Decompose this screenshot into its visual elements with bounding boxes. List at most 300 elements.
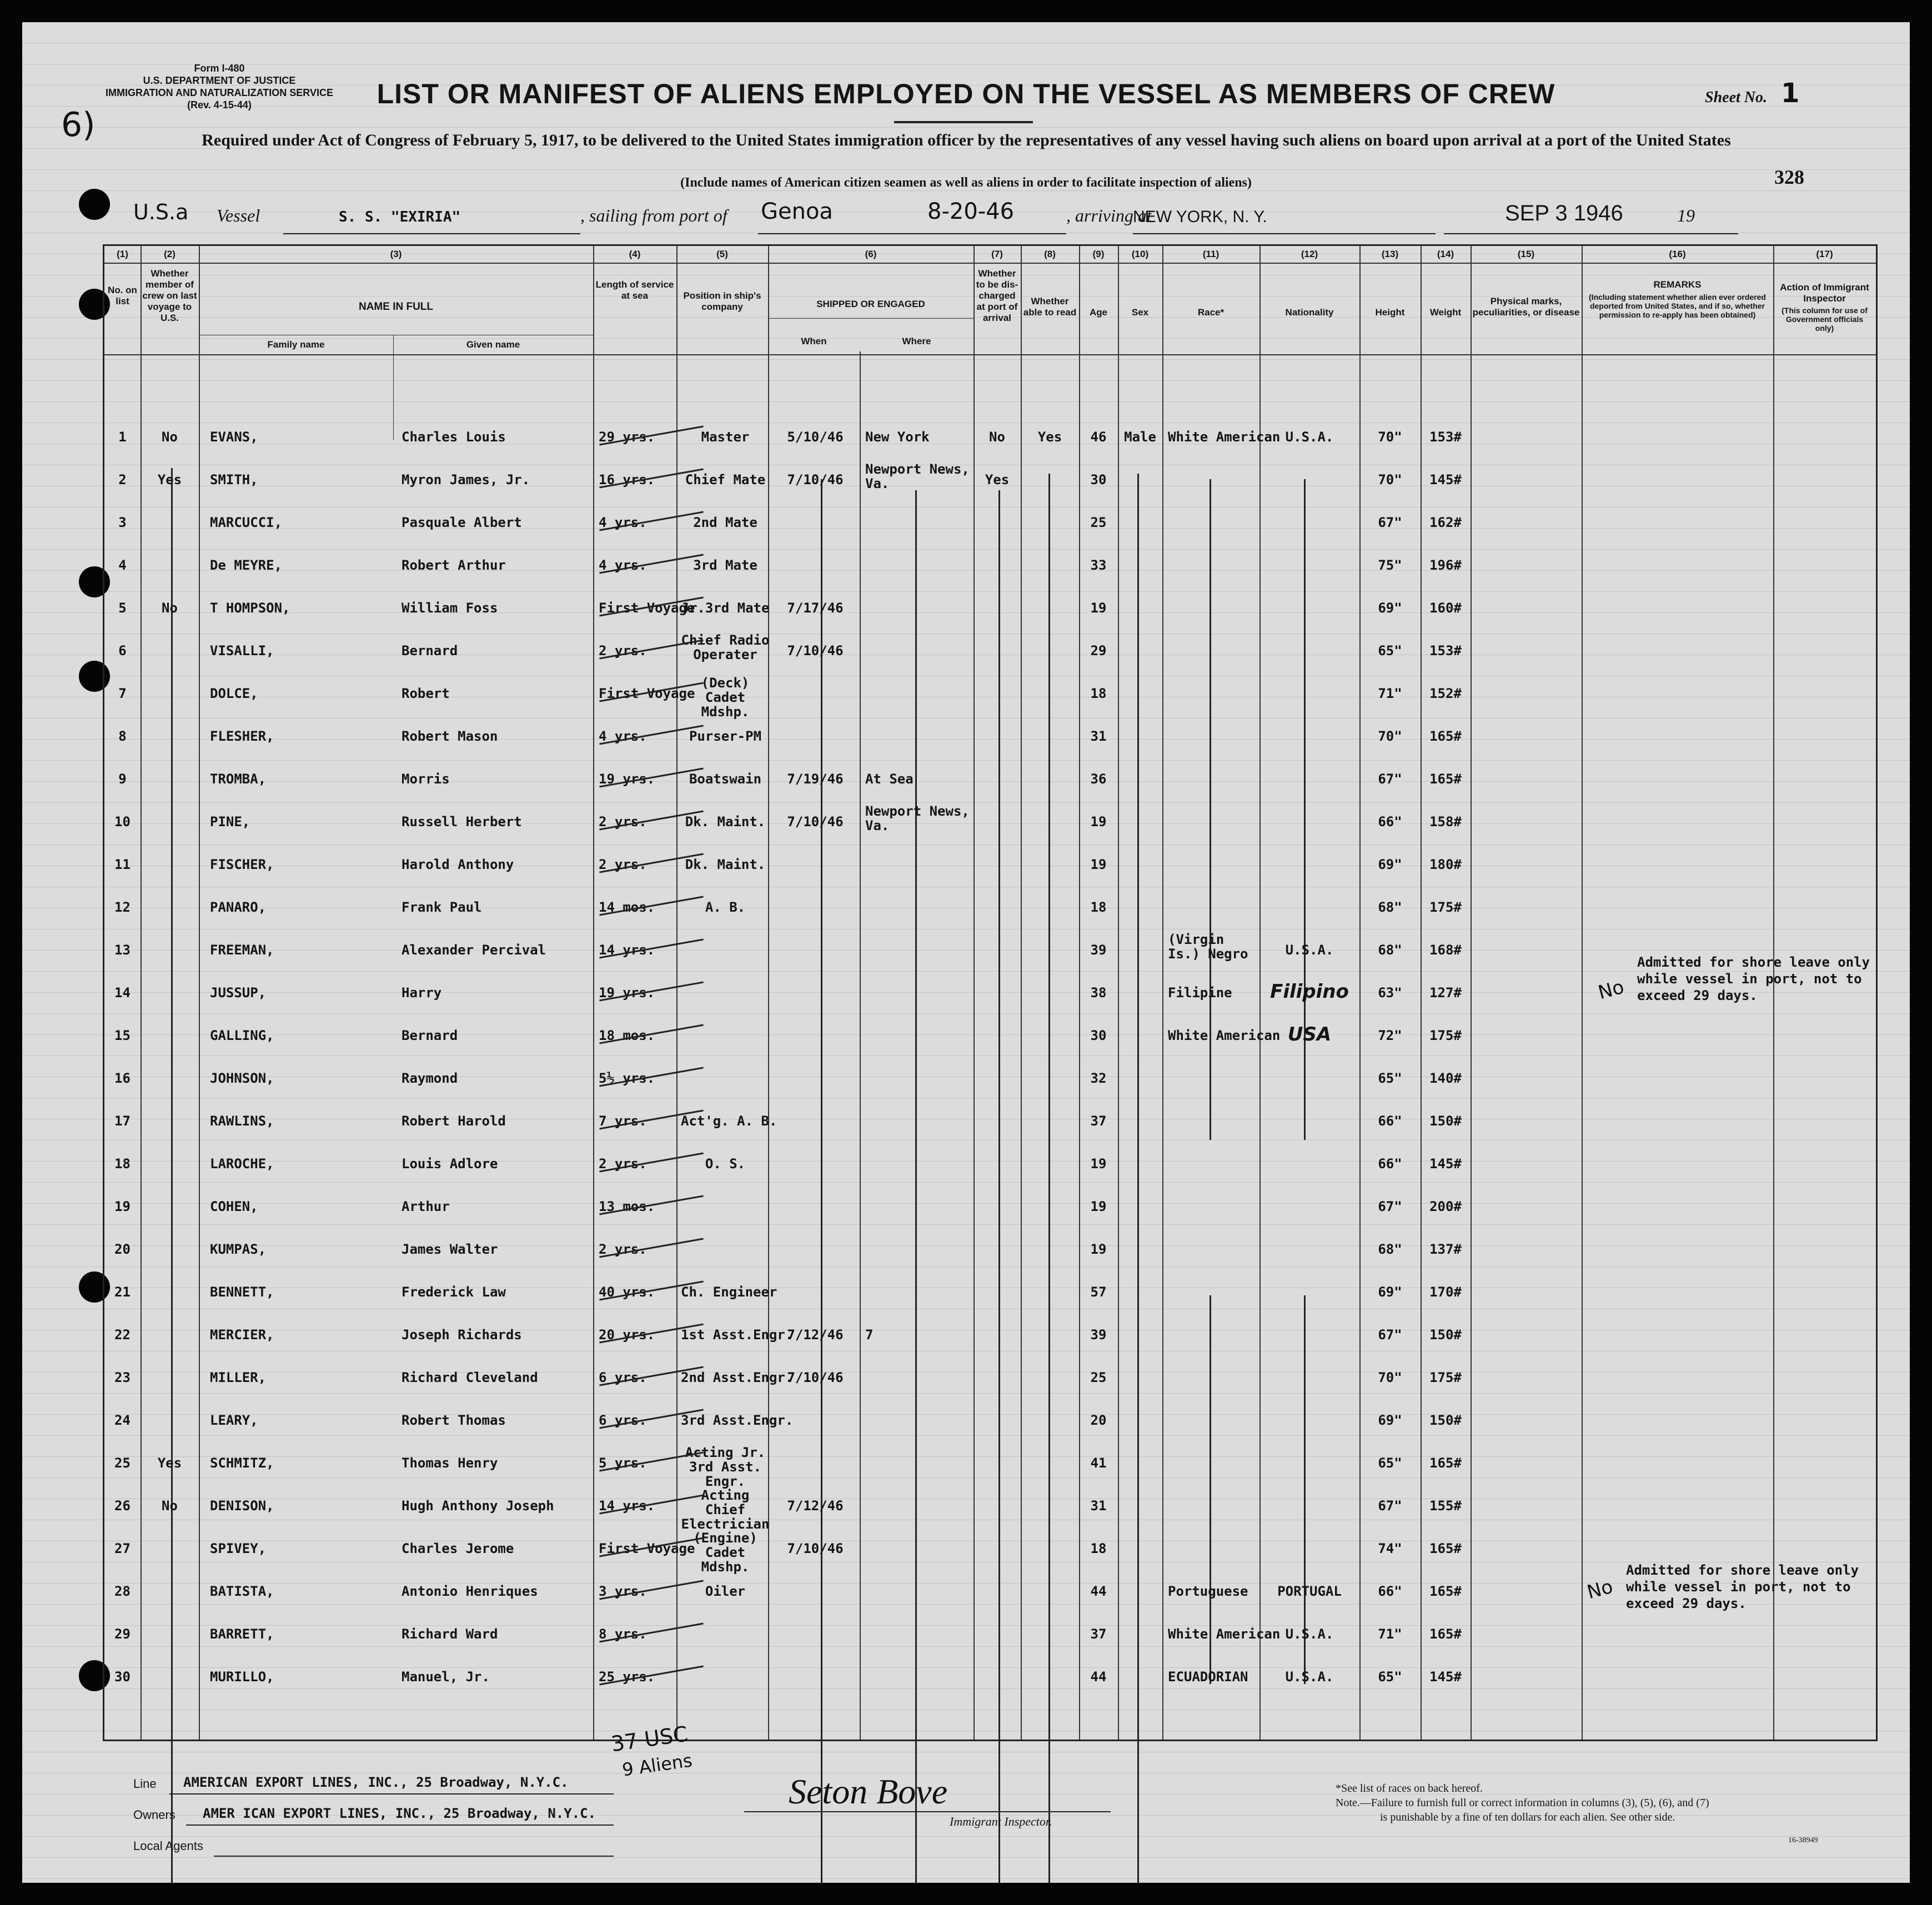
shipped-when-cell: 7/19/46 — [787, 771, 844, 787]
row-number-cell: 10 — [114, 814, 131, 830]
position-cell: Ch. Engineer — [681, 1284, 777, 1300]
weight-cell: 165# — [1429, 1626, 1462, 1642]
family-name-cell: FREEMAN, — [210, 942, 274, 958]
arrival-port-underline — [1133, 233, 1436, 234]
service-length-cell: 19 yrs. — [599, 985, 655, 1001]
weight-cell: 165# — [1429, 1541, 1462, 1556]
ditto-line — [821, 479, 822, 1883]
last-voyage-cell: Yes — [157, 1455, 182, 1471]
given-name-cell: Myron James, Jr. — [402, 472, 530, 487]
row-number-cell: 11 — [114, 857, 131, 872]
family-name-cell: TROMBA, — [210, 771, 267, 787]
shipped-when-cell: 7/17/46 — [787, 600, 844, 616]
height-cell: 68" — [1378, 1241, 1402, 1257]
column-divider — [676, 246, 678, 1740]
position-cell: 3rd Asst.Engr. — [681, 1413, 794, 1428]
nationality-cell: U.S.A. — [1285, 429, 1334, 445]
ditto-line — [1210, 1295, 1211, 1684]
position-cell: Act'g. A. B. — [681, 1113, 777, 1129]
family-name-cell: FLESHER, — [210, 728, 274, 744]
shipped-when-cell: 7/12/46 — [787, 1498, 844, 1514]
ditto-line — [998, 490, 1000, 1883]
column-number: (13) — [1381, 249, 1399, 259]
header-bottom-rule — [104, 354, 1876, 355]
given-name-cell: James Walter — [402, 1241, 498, 1257]
position-cell: Jr.3rd Mate — [681, 600, 770, 616]
age-cell: 57 — [1090, 1284, 1107, 1300]
form-id-line: IMMIGRATION AND NATURALIZATION SERVICE — [106, 87, 333, 98]
page-stamp-number: 328 — [1774, 166, 1804, 188]
title-rule — [894, 121, 1033, 123]
remarks-block — [1626, 1562, 1859, 1612]
last-voyage-cell: No — [162, 600, 178, 616]
header-no-on-list: No. on list — [108, 285, 137, 306]
header-weight: Weight — [1429, 307, 1462, 318]
ditto-line — [1048, 474, 1050, 1883]
sheet-number-label: Sheet No. — [1705, 89, 1767, 106]
sex-cell: Male — [1124, 429, 1156, 445]
race-cell: Portuguese — [1168, 1584, 1248, 1599]
service-length-cell: 2 yrs. — [599, 1241, 647, 1257]
given-name-cell: Raymond — [402, 1070, 458, 1086]
weight-cell: 196# — [1429, 557, 1462, 573]
column-divider — [1582, 246, 1583, 1740]
height-cell: 71" — [1378, 1626, 1402, 1642]
given-name-cell: Frederick Law — [402, 1284, 506, 1300]
column-divider — [1471, 246, 1472, 1740]
row-number-cell: 8 — [118, 728, 127, 744]
age-cell: 39 — [1090, 942, 1107, 958]
row-number-cell: 9 — [118, 771, 127, 787]
service-length-cell: First Voyage — [599, 686, 695, 701]
shipped-where-cell: 7 — [865, 1327, 874, 1343]
date-underline — [1444, 233, 1738, 234]
weight-cell: 175# — [1429, 1028, 1462, 1043]
header-family-name: Family name — [267, 339, 325, 350]
row-number-cell: 5 — [118, 600, 127, 616]
row-number-cell: 15 — [114, 1028, 131, 1043]
given-name-cell: Robert — [402, 686, 450, 701]
shipped-where-cell: Newport News, Va. — [865, 461, 970, 491]
row-number-cell: 7 — [118, 686, 127, 701]
height-cell: 63" — [1378, 985, 1402, 1001]
header-name-in-full: NAME IN FULL — [358, 301, 434, 313]
service-length-cell: 5½ yrs. — [599, 1070, 655, 1086]
owners-value: AMER ICAN EXPORT LINES, INC., 25 Broadway, N.Y.C. — [203, 1806, 596, 1821]
document-title: LIST OR MANIFEST OF ALIENS EMPLOYED ON THE VESSEL AS MEMBERS OF CREW — [377, 78, 1555, 109]
position-cell: O. S. — [705, 1156, 746, 1172]
age-cell: 19 — [1090, 1156, 1107, 1172]
shipped-where-cell: Newport News, Va. — [865, 803, 970, 833]
race-cell: White American — [1168, 1626, 1281, 1642]
given-name-cell: Pasquale Albert — [402, 515, 522, 530]
column-divider — [199, 246, 200, 1740]
family-name-cell: EVANS, — [210, 429, 258, 445]
position-cell: 3rd Mate — [693, 557, 757, 573]
age-cell: 36 — [1090, 771, 1107, 787]
header-inspector-action: Action of Immigrant Inspector — [1780, 282, 1869, 304]
inspector-signature: Seton Bove — [789, 1772, 948, 1811]
height-cell: 70" — [1378, 1370, 1402, 1385]
weight-cell: 137# — [1429, 1241, 1462, 1257]
family-name-cell: BARRETT, — [210, 1626, 274, 1642]
race-cell: Filipine — [1168, 985, 1232, 1001]
header-physical-marks: Physical marks, peculiarities, or disease — [1472, 296, 1580, 318]
service-length-cell: 2 yrs. — [599, 643, 647, 659]
service-length-cell: 25 yrs. — [599, 1669, 655, 1685]
header-inspector-note: (This column for use of Government officials only) — [1782, 306, 1868, 333]
row-number-cell: 23 — [114, 1370, 131, 1385]
service-length-cell: 4 yrs. — [599, 515, 647, 530]
family-name-cell: PANARO, — [210, 899, 267, 915]
header-remarks-note: (Including statement whether alien ever ordered deported from United States, and if so, whether permission to re-apply has been obtained) — [1589, 293, 1766, 319]
row-number-cell: 26 — [114, 1498, 131, 1514]
row-number-cell: 1 — [118, 429, 127, 445]
sailing-label: , sailing from port of — [580, 205, 727, 225]
weight-cell: 153# — [1429, 643, 1462, 659]
family-name-cell: MERCIER, — [210, 1327, 274, 1343]
header-age: Age — [1089, 307, 1108, 318]
given-name-cell: Richard Ward — [402, 1626, 498, 1642]
height-cell: 68" — [1378, 899, 1402, 915]
column-number: (5) — [716, 249, 728, 259]
weight-cell: 150# — [1429, 1413, 1462, 1428]
weight-cell: 145# — [1429, 472, 1462, 487]
agents-underline — [214, 1856, 614, 1857]
position-cell: Master — [701, 429, 750, 445]
age-cell: 44 — [1090, 1584, 1107, 1599]
family-name-cell: SPIVEY, — [210, 1541, 267, 1556]
shipped-when-cell: 7/12/46 — [787, 1327, 844, 1343]
age-cell: 19 — [1090, 857, 1107, 872]
service-length-cell: First Voyage — [599, 1541, 695, 1556]
service-length-cell: 14 yrs. — [599, 942, 655, 958]
age-cell: 18 — [1090, 899, 1107, 915]
sailing-date: 8-20-46 — [927, 199, 1015, 224]
sheet-number-value: 1 — [1781, 78, 1800, 109]
age-cell: 25 — [1090, 1370, 1107, 1385]
height-cell: 66" — [1378, 1113, 1402, 1129]
given-name-cell: Morris — [402, 771, 450, 787]
age-cell: 19 — [1090, 1199, 1107, 1214]
given-name-cell: Frank Paul — [402, 899, 482, 915]
vessel-label: Vessel — [217, 205, 260, 225]
given-name-cell: Hugh Anthony Joseph — [402, 1498, 554, 1514]
service-length-cell: 2 yrs. — [599, 1156, 647, 1172]
height-cell: 72" — [1378, 1028, 1402, 1043]
port-underline — [758, 233, 1066, 234]
header-last-voyage: Whether member of crew on last voyage to U.S. — [142, 268, 197, 323]
owners-label: Owners — [133, 1808, 175, 1822]
header-given-name: Given name — [466, 339, 520, 350]
family-name-cell: BATISTA, — [210, 1584, 274, 1599]
column-divider — [140, 246, 142, 1740]
service-length-cell: 16 yrs. — [599, 472, 655, 487]
column-number: (7) — [991, 249, 1003, 259]
weight-cell: 158# — [1429, 814, 1462, 830]
column-number: (10) — [1131, 249, 1149, 259]
discharged-cell: No — [989, 429, 1005, 445]
age-cell: 32 — [1090, 1070, 1107, 1086]
signature-underline — [744, 1811, 1111, 1812]
service-length-cell: 7 yrs. — [599, 1113, 647, 1129]
height-cell: 67" — [1378, 1327, 1402, 1343]
margin-note: U.S.a — [133, 200, 189, 224]
height-cell: 69" — [1378, 1413, 1402, 1428]
weight-cell: 175# — [1429, 1370, 1462, 1385]
inspector-label: Immigrant Inspector. — [950, 1814, 1052, 1828]
weight-cell: 162# — [1429, 515, 1462, 530]
weight-cell: 175# — [1429, 899, 1462, 915]
print-code: 16-38949 — [1788, 1836, 1818, 1844]
header-number-rule — [104, 263, 1876, 264]
port-from: Genoa — [761, 199, 833, 224]
header-nationality: Nationality — [1285, 307, 1334, 318]
family-name-cell: JUSSUP, — [210, 985, 267, 1001]
penalty-note: Note.—Failure to furnish full or correct information in columns (3), (5), (6), and (7) — [1336, 1797, 1709, 1809]
last-voyage-cell: Yes — [157, 472, 182, 487]
height-cell: 68" — [1378, 942, 1402, 958]
age-cell: 39 — [1090, 1327, 1107, 1343]
row-number-cell: 2 — [118, 472, 127, 487]
remarks-line: Admitted for shore leave only — [1637, 954, 1870, 970]
position-cell: Dk. Maint. — [685, 814, 766, 830]
weight-cell: 150# — [1429, 1113, 1462, 1129]
family-name-cell: FISCHER, — [210, 857, 274, 872]
given-name-cell: Thomas Henry — [402, 1455, 498, 1471]
height-cell: 65" — [1378, 1070, 1402, 1086]
nationality-cell: U.S.A. — [1285, 1626, 1334, 1642]
service-length-cell: 14 yrs. — [599, 1498, 655, 1514]
discharged-cell: Yes — [985, 472, 1010, 487]
service-length-cell: 20 yrs. — [599, 1327, 655, 1343]
weight-cell: 155# — [1429, 1498, 1462, 1514]
given-name-cell: Alexander Percival — [402, 942, 546, 958]
column-number: (16) — [1669, 249, 1686, 259]
given-name-cell: Bernard — [402, 643, 458, 659]
shipped-where-cell: At Sea — [865, 771, 914, 787]
height-cell: 71" — [1378, 686, 1402, 701]
service-length-cell: 3 yrs. — [599, 1584, 647, 1599]
column-number: (6) — [865, 249, 877, 259]
row-number-cell: 21 — [114, 1284, 131, 1300]
column-number: (4) — [629, 249, 641, 259]
weight-cell: 165# — [1429, 771, 1462, 787]
height-cell: 65" — [1378, 1669, 1402, 1685]
line-value: AMERICAN EXPORT LINES, INC., 25 Broadway, N.Y.C. — [183, 1775, 569, 1790]
given-name-cell: Robert Thomas — [402, 1413, 506, 1428]
race-cell: (Virgin Is.) Negro — [1168, 932, 1248, 962]
given-name-cell: Harry — [402, 985, 442, 1001]
remarks-line: Admitted for shore leave only — [1626, 1562, 1859, 1578]
row-number-cell: 22 — [114, 1327, 131, 1343]
given-name-cell: Harold Anthony — [402, 857, 514, 872]
column-divider — [1021, 246, 1022, 1740]
service-length-cell: 18 mos. — [599, 1028, 655, 1043]
column-number: (11) — [1202, 249, 1220, 259]
age-cell: 19 — [1090, 814, 1107, 830]
row-number-cell: 29 — [114, 1626, 131, 1642]
weight-cell: 200# — [1429, 1199, 1462, 1214]
shipped-when-cell: 7/10/46 — [787, 1541, 844, 1556]
age-cell: 41 — [1090, 1455, 1107, 1471]
weight-cell: 160# — [1429, 600, 1462, 616]
given-name-cell: Russell Herbert — [402, 814, 522, 830]
column-divider — [393, 335, 394, 440]
height-cell: 69" — [1378, 600, 1402, 616]
vessel-underline — [283, 233, 580, 234]
shipped-when-cell: 7/10/46 — [787, 814, 844, 830]
weight-cell: 168# — [1429, 942, 1462, 958]
remarks-line: while vessel in port, not to — [1637, 971, 1862, 987]
last-voyage-cell: No — [162, 1498, 178, 1514]
age-cell: 37 — [1090, 1113, 1107, 1129]
form-id-line: (Rev. 4-15-44) — [187, 99, 252, 110]
service-length-cell: 14 mos. — [599, 899, 655, 915]
tally-note: 9 Aliens — [620, 1750, 694, 1781]
height-cell: 67" — [1378, 515, 1402, 530]
document-subnote: (Include names of American citizen seamen as well as aliens in order to facilitate inspection of aliens) — [680, 175, 1252, 190]
header-able-to-read: Whether able to read — [1023, 296, 1077, 318]
age-cell: 31 — [1090, 728, 1107, 744]
given-name-cell: Charles Jerome — [402, 1541, 514, 1556]
service-length-cell: 8 yrs. — [599, 1626, 647, 1642]
family-name-cell: BENNETT, — [210, 1284, 274, 1300]
height-cell: 66" — [1378, 814, 1402, 830]
service-length-cell: 4 yrs. — [599, 557, 647, 573]
row-number-cell: 25 — [114, 1455, 131, 1471]
form-id-line: Form I-480 — [194, 63, 245, 74]
family-name-cell: DOLCE, — [210, 686, 258, 701]
family-name-cell: VISALLI, — [210, 643, 274, 659]
age-cell: 37 — [1090, 1626, 1107, 1642]
column-number: (9) — [1092, 249, 1105, 259]
penalty-note-cont: is punishable by a fine of ten dollars for each alien. See other side. — [1380, 1811, 1675, 1823]
header-position: Position in ship's company — [683, 290, 761, 312]
last-voyage-cell: No — [162, 429, 178, 445]
header-shipped-engaged: SHIPPED OR ENGAGED — [816, 299, 925, 309]
row-number-cell: 20 — [114, 1241, 131, 1257]
height-cell: 70" — [1378, 429, 1402, 445]
given-name-cell: Bernard — [402, 1028, 458, 1043]
family-name-cell: DENISON, — [210, 1498, 274, 1514]
nationality-cell: Filipino — [1270, 981, 1349, 1003]
age-cell: 18 — [1090, 686, 1107, 701]
height-cell: 70" — [1378, 472, 1402, 487]
age-cell: 30 — [1090, 1028, 1107, 1043]
given-name-cell: Richard Cleveland — [402, 1370, 538, 1385]
age-cell: 30 — [1090, 472, 1107, 487]
position-cell: (Engine) Cadet Mdshp. — [693, 1530, 757, 1575]
column-divider — [1118, 246, 1119, 1740]
height-cell: 69" — [1378, 1284, 1402, 1300]
arrival-date-stamp: SEP 3 1946 — [1505, 201, 1623, 225]
family-name-cell: MILLER, — [210, 1370, 267, 1385]
weight-cell: 153# — [1429, 429, 1462, 445]
position-cell: Oiler — [705, 1584, 746, 1599]
weight-cell: 145# — [1429, 1156, 1462, 1172]
position-cell: Chief Radio Operater — [681, 632, 770, 662]
row-number-cell: 3 — [118, 515, 127, 530]
vessel-name: S. S. "EXIRIA" — [339, 209, 461, 225]
service-length-cell: 2 yrs. — [599, 857, 647, 872]
family-name-cell: MARCUCCI, — [210, 515, 283, 530]
header-race: Race* — [1197, 307, 1225, 318]
height-cell: 70" — [1378, 728, 1402, 744]
corner-handwritten-mark: 6) — [61, 105, 96, 144]
row-number-cell: 14 — [114, 985, 131, 1001]
position-cell: Purser-PM — [689, 728, 762, 744]
row-number-cell: 18 — [114, 1156, 131, 1172]
column-number: (2) — [164, 249, 175, 259]
binder-hole — [79, 189, 110, 220]
remarks-mark: No — [1595, 976, 1627, 1004]
service-length-cell: 29 yrs. — [599, 429, 655, 445]
position-cell: 1st Asst.Engr. — [681, 1327, 794, 1343]
service-length-cell: 40 yrs. — [599, 1284, 655, 1300]
row-number-cell: 4 — [118, 557, 127, 573]
column-number: (15) — [1517, 249, 1535, 259]
shipped-when-cell: 7/10/46 — [787, 1370, 844, 1385]
ditto-line — [171, 468, 173, 1883]
height-cell: 75" — [1378, 557, 1402, 573]
position-cell: Acting Chief Electrician — [681, 1487, 770, 1532]
height-cell: 66" — [1378, 1156, 1402, 1172]
column-number: (1) — [117, 249, 128, 259]
weight-cell: 165# — [1429, 728, 1462, 744]
service-length-cell: First Voyage — [599, 600, 695, 616]
header-shipped-where: Where — [902, 336, 931, 346]
height-cell: 65" — [1378, 1455, 1402, 1471]
column-number: (12) — [1301, 249, 1318, 259]
age-cell: 31 — [1090, 1498, 1107, 1514]
ditto-line — [1137, 474, 1139, 1883]
shipped-when-cell: 7/10/46 — [787, 472, 844, 487]
shipped-when-cell: 5/10/46 — [787, 429, 844, 445]
weight-cell: 152# — [1429, 686, 1462, 701]
column-number: (14) — [1437, 249, 1454, 259]
given-name-cell: Arthur — [402, 1199, 450, 1214]
line-underline — [169, 1793, 614, 1795]
column-divider — [1162, 246, 1163, 1740]
position-cell: Acting Jr. 3rd Asst. Engr. — [685, 1445, 766, 1489]
column-number: (3) — [390, 249, 402, 259]
position-cell: Boatswain — [689, 771, 762, 787]
height-cell: 74" — [1378, 1541, 1402, 1556]
remarks-block — [1637, 954, 1870, 1004]
arriving-label: , arriving at — [1066, 205, 1152, 225]
race-cell: White American — [1168, 1028, 1281, 1043]
given-name-cell: Antonio Henriques — [402, 1584, 538, 1599]
header-shipped-when: When — [801, 336, 827, 346]
weight-cell: 180# — [1429, 857, 1462, 872]
family-name-cell: T HOMPSON, — [210, 600, 290, 616]
arrival-port: NEW YORK, N. Y. — [1133, 208, 1267, 226]
given-name-cell: Charles Louis — [402, 429, 506, 445]
line-label: Line — [133, 1777, 157, 1791]
row-number-cell: 19 — [114, 1199, 131, 1214]
family-name-cell: De MEYRE, — [210, 557, 283, 573]
row-number-cell: 28 — [114, 1584, 131, 1599]
remarks-line: exceed 29 days. — [1637, 988, 1758, 1003]
manifest-sheet — [22, 22, 1910, 1883]
row-number-cell: 6 — [118, 643, 127, 659]
shipped-where-cell: New York — [865, 429, 930, 445]
weight-cell: 127# — [1429, 985, 1462, 1001]
remarks-mark: No — [1584, 1575, 1615, 1604]
race-cell: ECUADORIAN — [1168, 1669, 1248, 1685]
family-name-cell: SMITH, — [210, 472, 258, 487]
